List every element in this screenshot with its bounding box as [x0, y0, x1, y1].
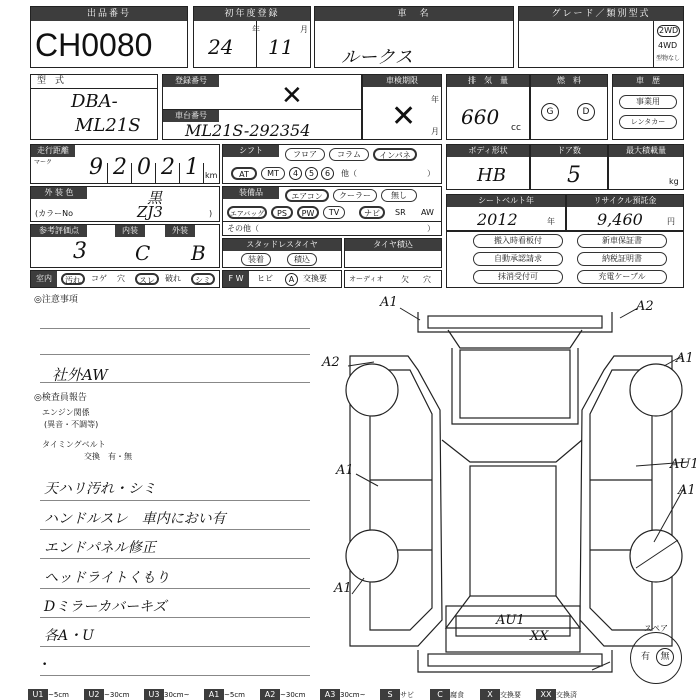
fuel-box — [530, 74, 608, 140]
spare-label: スペア — [644, 624, 668, 633]
model-box — [30, 74, 158, 140]
diagram-mark: A1 — [336, 463, 354, 478]
equip-aircon: エアコン — [285, 189, 329, 202]
audio-label: オーディオ — [349, 275, 384, 283]
body-type-box — [446, 144, 530, 190]
recycle-unit: 円 — [667, 217, 675, 226]
paper-cable: 充電ケーブル — [577, 270, 667, 284]
equip-other-close: ） — [427, 224, 435, 233]
mileage-unit: km — [205, 171, 218, 180]
interior-notes-label: 室内 — [31, 271, 57, 287]
fw-replace: 交換要 — [303, 274, 327, 283]
audio-hole: 穴 — [423, 275, 431, 284]
inspector-label: ◎検査員報告 — [34, 393, 87, 403]
legend-code: XX — [536, 689, 556, 700]
interior-notes-box — [30, 270, 220, 288]
exterior-color-value: 黒 — [147, 189, 163, 207]
shift-instpanel: インパネ — [373, 148, 417, 161]
report-line: 各A・U — [44, 628, 94, 644]
legend-code: X — [480, 689, 500, 700]
model-line1: DBA- — [71, 91, 118, 112]
car-name: ルークス — [341, 47, 413, 68]
legend-desc: ~30cm — [104, 691, 130, 699]
paper-warranty: 新車保証書 — [577, 234, 667, 248]
inspection-box — [362, 74, 442, 140]
chassis-label: 車台番号 — [163, 110, 219, 122]
legend-desc: ~5cm — [48, 691, 69, 699]
mileage-label: 走行距離 — [31, 145, 75, 157]
grade-box — [518, 6, 684, 68]
legend-code: U2 — [84, 689, 104, 700]
fuel-gas: G — [541, 103, 559, 121]
seatbelt-label: シートベルト年 — [447, 195, 565, 207]
model-label: 型 式 — [37, 76, 65, 86]
doors-value: 5 — [567, 163, 581, 188]
shift-column: コラム — [329, 148, 369, 161]
legend-desc: 30cm~ — [340, 691, 366, 699]
reg-no-value: ✕ — [281, 81, 303, 111]
equip-cooler: クーラー — [333, 189, 377, 202]
report-line: 天ハリ汚れ・シミ — [44, 481, 156, 497]
paper-sign: 搬入時看板付 — [473, 234, 563, 248]
equipment-box — [222, 186, 442, 236]
shift-label: シフト — [223, 145, 279, 157]
audio-missing: 欠 — [401, 275, 409, 284]
exterior-color-label: 外 装 色 — [31, 187, 87, 199]
report-line: エンドパネル修正 — [44, 540, 156, 556]
stud-mounted: 装着 — [241, 253, 271, 266]
equip-pw: PW — [297, 206, 319, 219]
displacement-label: 排 気 量 — [447, 75, 529, 87]
interior-grade-value: C — [135, 241, 151, 265]
first-registration-box — [193, 6, 311, 68]
drive-none: 型物なし — [656, 55, 681, 62]
diagram-mark: A1 — [676, 351, 694, 366]
legend-code: A1 — [204, 689, 224, 700]
exterior-color-box — [30, 186, 220, 222]
shift-mt: MT — [261, 167, 285, 180]
mileage-digit: 2 — [113, 155, 127, 180]
capacity-label: 最大積載量 — [609, 145, 683, 157]
diagram-mark: XX — [530, 629, 549, 644]
equip-sr: SR — [395, 208, 406, 217]
fuel-diesel: D — [577, 103, 595, 121]
fw-label: F W — [223, 271, 249, 287]
stud-loaded: 積込 — [287, 253, 317, 266]
timing-exchange: 交換 有・無 — [84, 452, 132, 461]
grade-label: グレード／類別型式 — [519, 7, 683, 21]
chassis-value: ML21S-292354 — [185, 121, 311, 140]
rear-bumper — [418, 650, 612, 672]
lot-number-box — [30, 6, 188, 68]
fuel-label: 燃 料 — [531, 75, 607, 87]
drive-2wd: 2WD — [659, 26, 679, 35]
color-code-label: (カラーNo — [35, 209, 73, 218]
car-name-box — [314, 6, 514, 68]
mileage-digit: 0 — [137, 155, 151, 180]
diagram-mark: A2 — [636, 299, 654, 314]
diagram-mark: AU1 — [670, 457, 699, 472]
damage-legend — [28, 689, 700, 700]
mileage-digit: 2 — [161, 155, 175, 180]
exterior-grade-value: B — [191, 241, 206, 265]
papers-box — [446, 230, 684, 288]
shift-box — [222, 144, 442, 184]
legend-desc: ~30cm — [280, 691, 306, 699]
drive-4wd: 4WD — [658, 41, 678, 50]
timing-label: タイミングベルト — [42, 440, 106, 449]
legend-desc: ~5cm — [224, 691, 245, 699]
equip-other-label: その他（ — [227, 224, 259, 233]
shift-6: 6 — [321, 167, 334, 180]
legend-code: U1 — [28, 689, 48, 700]
legend-code: S — [380, 689, 400, 700]
legend-desc: サビ — [400, 691, 414, 699]
fw-crack: ヒビ — [257, 274, 273, 283]
rear-left-wheel — [346, 530, 398, 582]
displacement-unit: cc — [511, 123, 521, 133]
model-line2: ML21S — [75, 115, 141, 136]
note-dirty: 汚れ — [61, 273, 85, 285]
car-name-label: 車 名 — [315, 7, 513, 21]
color-code-close: ) — [209, 209, 213, 218]
shift-other-close: ） — [427, 169, 435, 178]
equip-airbag: エアバッグ — [227, 206, 267, 219]
note-stain: シミ — [191, 273, 215, 285]
tire-load-label: タイヤ積込 — [345, 239, 441, 251]
note-scuff: スレ — [135, 273, 159, 285]
equip-none: 無し — [381, 189, 417, 202]
note-burn: コゲ — [91, 274, 107, 283]
interior-grade-label: 内装 — [115, 225, 145, 237]
front-bumper — [418, 312, 612, 332]
inspection-month-unit: 月 — [431, 127, 439, 136]
paper-dereg: 抹消受付可 — [473, 270, 563, 284]
month-unit: 月 — [300, 25, 308, 34]
capacity-unit: kg — [669, 177, 679, 186]
color-code-value: ZJ3 — [137, 203, 163, 221]
doors-label: ドア数 — [531, 145, 607, 157]
inspection-value: ✕ — [391, 99, 417, 134]
ref-grade-label: 参考評価点 — [31, 225, 87, 237]
seatbelt-value: 2012 — [477, 210, 518, 229]
paper-approval: 自動承認請求 — [473, 252, 563, 266]
engine-sub: (異音・不調等) — [44, 420, 99, 429]
equip-navi: ナビ — [359, 206, 385, 219]
diagram-mark: A1 — [678, 483, 696, 498]
engine-label: エンジン関係 — [42, 408, 90, 417]
inspection-label: 車検期限 — [363, 75, 441, 87]
front-left-wheel — [346, 364, 398, 416]
spare-no: 無 — [656, 648, 674, 666]
caution-label: ◎注意事項 — [34, 295, 78, 305]
legend-desc: 腐食 — [450, 691, 464, 699]
diagram-mark: A1 — [380, 295, 398, 310]
audio-box — [344, 270, 442, 288]
mileage-box — [30, 144, 220, 184]
recycle-value: 9,460 — [597, 210, 643, 229]
inspection-year-unit: 年 — [431, 95, 439, 104]
studless-box — [222, 238, 342, 268]
fw-a: A — [285, 273, 298, 286]
diagram-mark: AU1 — [496, 613, 525, 628]
legend-desc: 30cm~ — [164, 691, 190, 699]
shift-4: 4 — [289, 167, 302, 180]
equipment-label: 装備品 — [223, 187, 279, 199]
body-type-value: HB — [477, 165, 506, 186]
history-rental: レンタカー — [619, 115, 677, 129]
legend-code: C — [430, 689, 450, 700]
recycle-label: リサイクル預託金 — [567, 195, 683, 207]
lot-number: CH0080 — [35, 27, 153, 63]
legend-desc: 交換済 — [556, 691, 577, 699]
grades-box — [30, 224, 220, 268]
lot-number-label: 出品番号 — [31, 7, 187, 21]
legend-code: A2 — [260, 689, 280, 700]
ref-grade-value: 3 — [73, 239, 87, 264]
reg-no-label: 登録番号 — [163, 75, 219, 87]
car-damage-diagram — [320, 290, 700, 688]
paper-tax: 納税証明書 — [577, 252, 667, 266]
capacity-box — [608, 144, 684, 190]
displacement-box — [446, 74, 530, 140]
year-unit: 年 — [252, 25, 260, 34]
mileage-sub: マーク — [34, 159, 53, 166]
first-registration-label: 初年度登録 — [194, 7, 310, 21]
recycle-box — [566, 194, 684, 232]
exterior-grade-label: 外装 — [165, 225, 195, 237]
first-reg-month: 11 — [268, 35, 294, 59]
shift-at: AT — [231, 167, 257, 180]
history-box — [612, 74, 684, 140]
report-line: ヘッドライトくもり — [44, 570, 170, 586]
fw-box — [222, 270, 342, 288]
equip-aw: AW — [421, 208, 434, 217]
registration-number-box — [162, 74, 362, 140]
mileage-digit: 9 — [89, 155, 103, 180]
doors-box — [530, 144, 608, 190]
report-line: ハンドルスレ 車内におい有 — [44, 511, 226, 527]
tire-load-box — [344, 238, 442, 268]
diagram-mark: A1 — [334, 581, 352, 596]
report-line: Dミラーカバーキズ — [44, 599, 167, 615]
equip-ps: PS — [271, 206, 293, 219]
shift-5: 5 — [305, 167, 318, 180]
body-type-label: ボディ形状 — [447, 145, 529, 157]
note-hole: 穴 — [117, 274, 125, 283]
seatbelt-unit: 年 — [547, 217, 555, 226]
displacement-value: 660 — [461, 105, 500, 129]
equip-tv: TV — [323, 206, 345, 219]
studless-label: スタッドレスタイヤ — [223, 239, 341, 251]
seatbelt-box — [446, 194, 566, 232]
note-tear: 破れ — [165, 274, 181, 283]
legend-code: A3 — [320, 689, 340, 700]
shift-other: 他（ — [341, 169, 357, 178]
shift-floor: フロア — [285, 148, 325, 161]
first-reg-year: 24 — [208, 35, 234, 59]
spare-yes: 有 — [641, 652, 651, 662]
diagram-mark: A2 — [322, 355, 340, 370]
legend-desc: 交換要 — [500, 691, 521, 699]
history-business: 事業用 — [619, 95, 677, 109]
caution-text: 社外AW — [52, 366, 108, 384]
mileage-digit: 1 — [185, 155, 199, 180]
front-right-wheel — [630, 364, 682, 416]
legend-code: U3 — [144, 689, 164, 700]
history-label: 車 歴 — [613, 75, 683, 87]
